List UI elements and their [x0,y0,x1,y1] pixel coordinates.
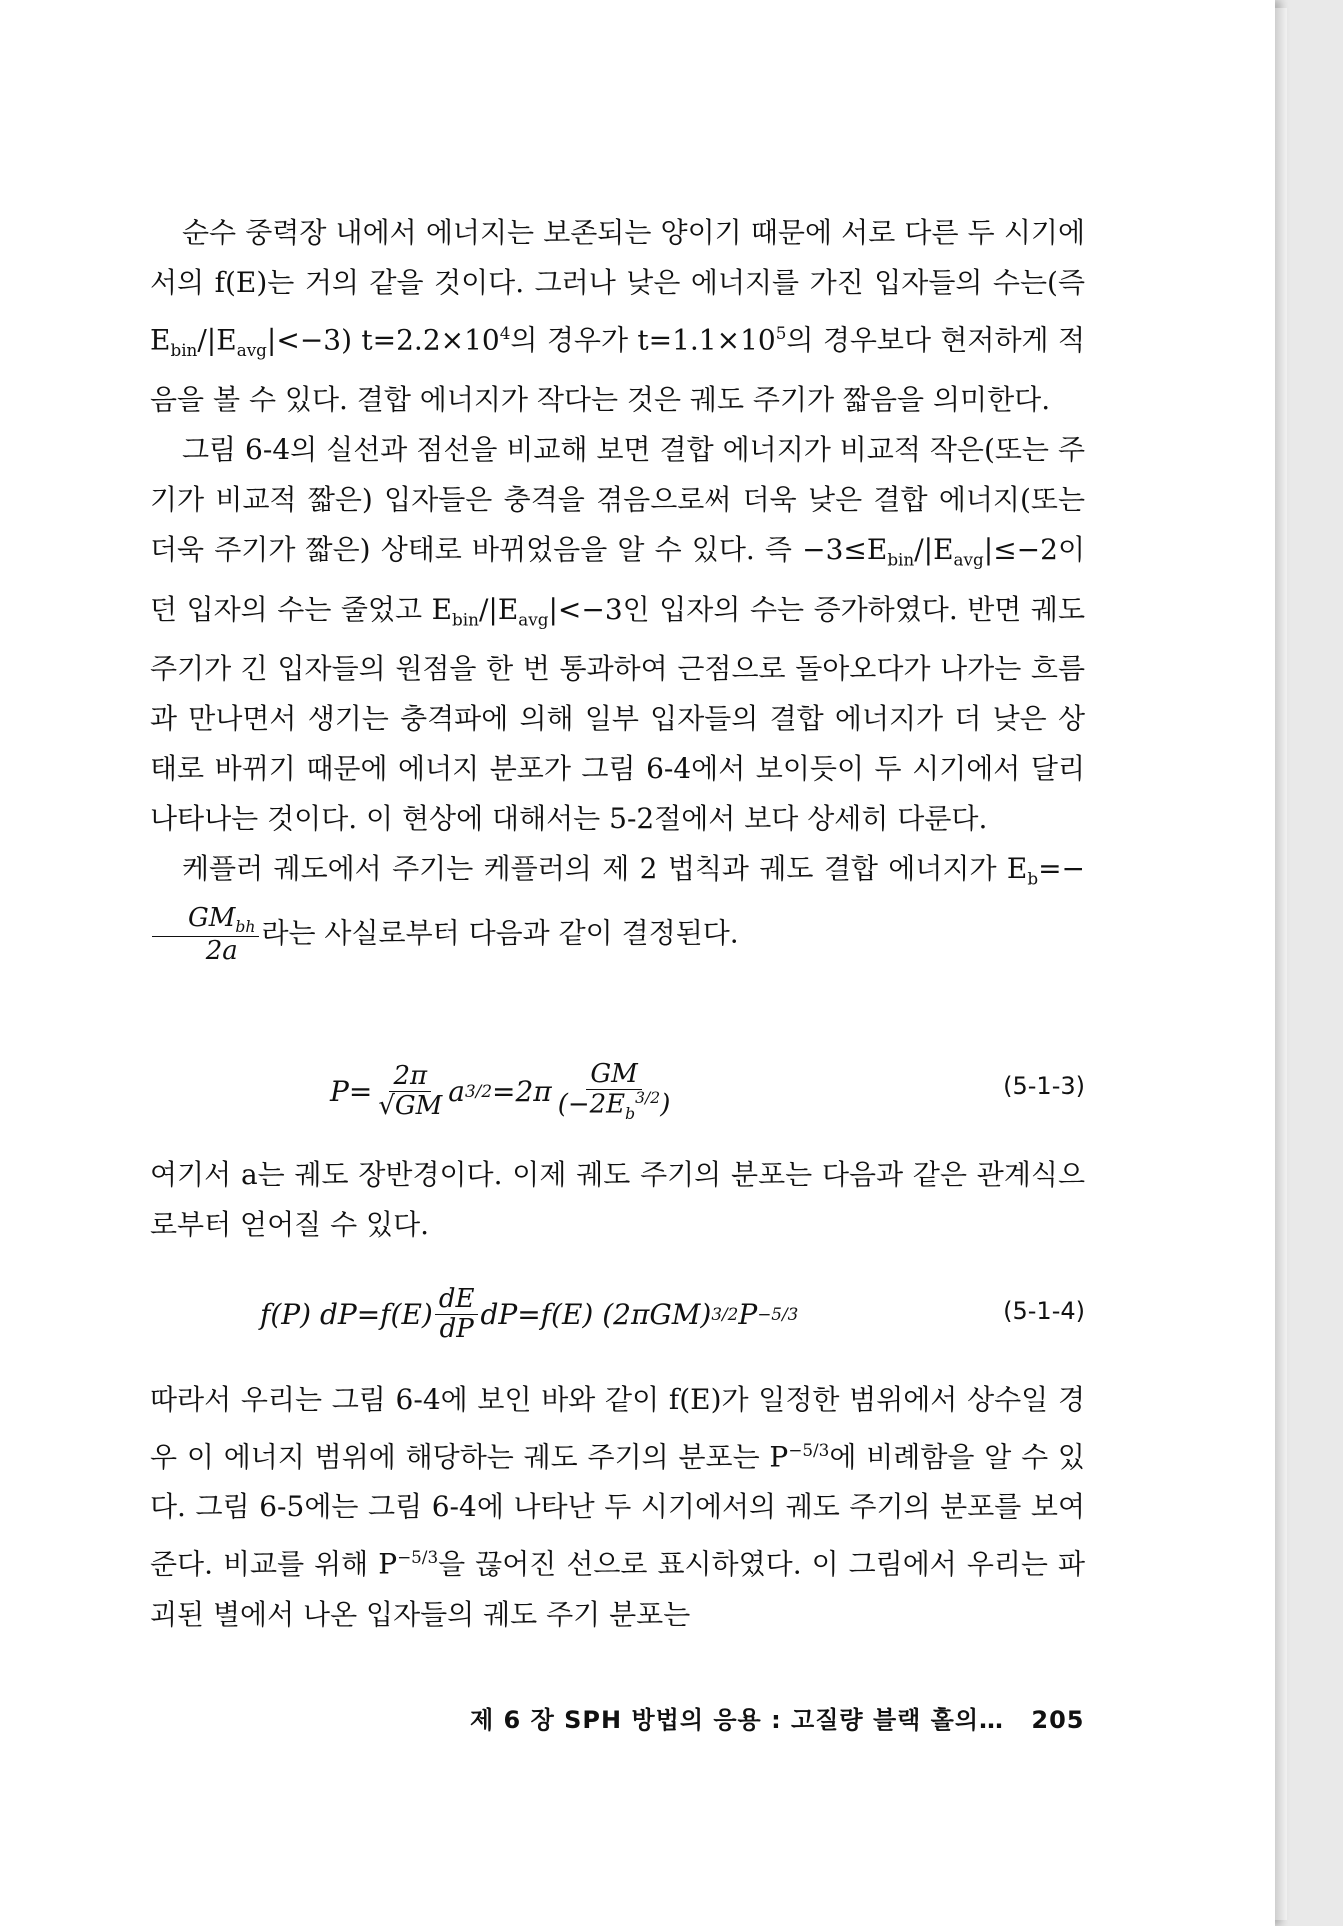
fraction-gm-over-2a: $\frac{GM_{bh}}{2a}$ [152,904,259,966]
paragraph-3: 케플러 궤도에서 주기는 케플러의 제 2 법칙과 궤도 결합 에너지가 $E_b=-$ $\frac{GM_{bh}}{2a}$ 라는 사실로부터 다음과 같이 결정된다. [150,844,1085,966]
paragraph-1: 순수 중력장 내에서 에너지는 보존되는 양이기 때문에 서로 다른 두 시기에서의 f(E)는 거의 같을 것이다. 그러나 낮은 에너지를 가진 입자들의 수는(즉 $E_{bin}/|E_{avg}|<-3$) $t=2.2\times 10^4$의 경우가 $t=1.1\times 10^5$의 경우보다 현저하게 적음을 볼 수 있다. 결합 에너지가 작다는 것은 궤도 주기가 짧음을 의미한다. [150,216,1086,416]
paragraph-4: 여기서 a는 궤도 장반경이다. 이제 궤도 주기의 분포는 다음과 같은 관계식으로부터 얻어질 수 있다. [150,1158,1085,1241]
text-block-1 [150,208,1085,966]
text-block-2 [150,1150,1085,1250]
paragraph-5: 따라서 우리는 그림 6-4에 보인 바와 같이 f(E)가 일정한 범위에서 상수일 경우 이 에너지 범위에 해당하는 궤도 주기의 분포는 $P^{-5/3}$에 비례함을 알 수 있다. 그림 6-5에는 그림 6-4에 나타난 두 시기에서의 궤도 주기의 분포를 보여준다. 비교를 위해 $P^{-5/3}$을 끊어진 선으로 표시하였다. 이 그림에서 우리는 파괴된 별에서 나온 입자들의 궤도 주기 분포는 [150,1383,1085,1631]
text-block-3 [150,1375,1085,1640]
page-number: 205 [1031,1706,1085,1734]
equation-number: (5-1-4) [1003,1297,1085,1325]
equation-5-1-3: P= $\frac{2\pi}{√GM}$ a 3/2 =2π $\frac{GM}{(-2E_b^{3/2})}$ (5-1-3) [330,1059,1085,1123]
chapter-title: 제 6 장 SPH 방법의 응용 : 고질량 블랙 홀의… [470,1706,1005,1734]
running-footer [470,1700,1085,1735]
equation-number: (5-1-3) [1003,1072,1085,1100]
paragraph-2: 그림 6-4의 실선과 점선을 비교해 보면 결합 에너지가 비교적 작은(또는 주기가 비교적 짧은) 입자들은 충격을 겪음으로써 더욱 낮은 결합 에너지(또는 더욱 주기가 짧은) 상태로 바뀌었음을 알 수 있다. 즉 $-3\le E_{bin}/|E_{avg}|\le-2$이던 입자의 수는 줄었고 $E_{bin}/|E_{avg}|<-3$인 입자의 수는 증가하였다. 반면 궤도 주기가 긴 입자들의 원점을 한 번 통과하여 근점으로 돌아오다가 나가는 흐름과 만나면서 생기는 충격파에 의해 일부 입자들의 결합 에너지가 더 낮은 상태로 바뀌기 때문에 에너지 분포가 그림 6-4에서 보이듯이 두 시기에서 달리 나타나는 것이다. 이 현상에 대해서는 5-2절에서 보다 상세히 다룬다. [150,432,1085,836]
equation-5-1-4: f(P) dP=f(E) $\frac{dE}{dP}$ dP=f(E) (2πGM) 3/2 P −5/3 (5-1-4) [260,1284,1085,1344]
